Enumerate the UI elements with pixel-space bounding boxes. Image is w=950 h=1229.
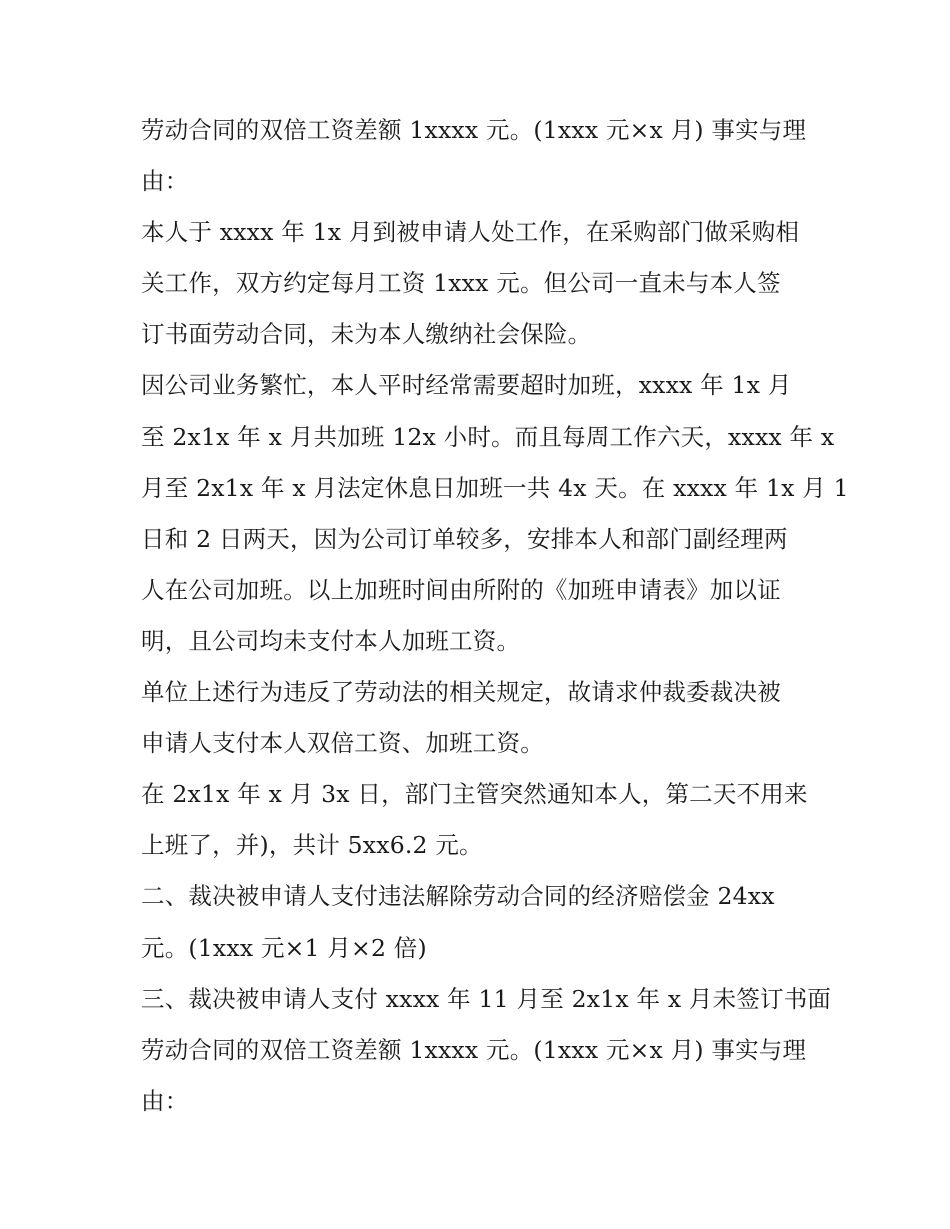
- text-line: 上班了，并)，共计 5xx6.2 元。: [141, 831, 483, 860]
- text-line: 由：: [141, 1086, 189, 1115]
- text-line: 明，且公司均未支付本人加班工资。: [141, 626, 521, 655]
- text-line: 申请人支付本人双倍工资、加班工资。: [141, 729, 544, 758]
- text-line: 劳动合同的双倍工资差额 1xxxx 元。(1xxx 元×x 月) 事实与理: [141, 116, 807, 144]
- text-line: 本人于 xxxx 年 1x 月到被申请人处工作，在采购部门做采购相: [141, 218, 800, 247]
- text-line: 在 2x1x 年 x 月 3x 日，部门主管突然通知本人，第二天不用来: [141, 780, 808, 809]
- text-line: 至 2x1x 年 x 月共加班 12x 小时。而且每周工作六天，xxxx 年 x: [141, 422, 835, 451]
- text-line: 劳动合同的双倍工资差额 1xxxx 元。(1xxx 元×x 月) 事实与理: [141, 1035, 807, 1064]
- text-line: 日和 2 日两天，因为公司订单较多，安排本人和部门副经理两: [141, 524, 788, 553]
- text-line: 订书面劳动合同，未为本人缴纳社会保险。: [141, 320, 592, 349]
- text-line: 人在公司加班。以上加班时间由所附的《加班申请表》加以证: [141, 575, 781, 604]
- text-line: 因公司业务繁忙，本人平时经常需要超时加班，xxxx 年 1x 月: [141, 371, 792, 400]
- text-line: 由：: [141, 167, 189, 196]
- text-line: 单位上述行为违反了劳动法的相关规定，故请求仲裁委裁决被: [141, 678, 781, 707]
- text-line: 月至 2x1x 年 x 月法定休息日加班一共 4x 天。在 xxxx 年 1x 月 1: [141, 473, 849, 502]
- text-line: 元。(1xxx 元×1 月×2 倍): [141, 933, 427, 962]
- text-line: 二、裁决被申请人支付违法解除劳动合同的经济赔偿金 24xx: [141, 882, 775, 911]
- document-body: [141, 105, 849, 1127]
- text-line: 三、裁决被申请人支付 xxxx 年 11 月至 2x1x 年 x 月未签订书面: [141, 984, 832, 1013]
- text-line: 关工作，双方约定每月工资 1xxx 元。但公司一直未与本人签: [141, 269, 781, 298]
